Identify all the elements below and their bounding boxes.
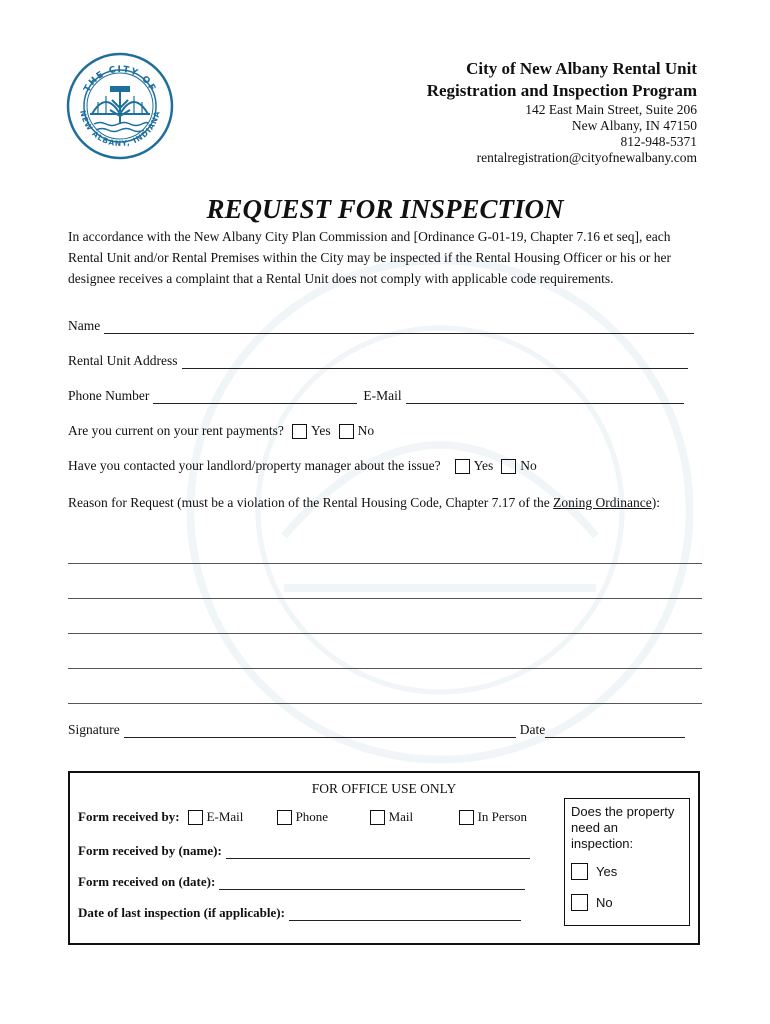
email-input-line[interactable] xyxy=(406,389,684,404)
received-by-label: Form received by: xyxy=(78,809,180,824)
header-block xyxy=(427,58,697,166)
rent-yes-label: Yes xyxy=(310,423,331,438)
inspection-needed-box xyxy=(564,798,690,926)
received-name-row xyxy=(78,843,530,859)
date-label: Date xyxy=(519,722,546,737)
landlord-yes-checkbox[interactable] xyxy=(455,459,470,474)
phone-email-row xyxy=(68,388,684,404)
inspection-no-option xyxy=(571,894,613,911)
received-date-row xyxy=(78,874,525,890)
received-email-label: E-Mail xyxy=(206,809,244,824)
address-input-line[interactable] xyxy=(182,354,688,369)
zoning-ordinance-link[interactable]: Zoning Ordinance xyxy=(553,495,652,510)
received-phone-checkbox[interactable] xyxy=(277,810,292,825)
name-row xyxy=(68,318,694,334)
address-line1: 142 East Main Street, Suite 206 xyxy=(525,102,697,117)
inspection-no-checkbox[interactable] xyxy=(571,894,588,911)
email-label: E-Mail xyxy=(363,388,402,403)
reason-line-2[interactable] xyxy=(68,598,702,599)
rent-yes-checkbox[interactable] xyxy=(292,424,307,439)
inspection-needed-question: Does the property need an inspection: xyxy=(571,804,675,851)
seal-top-text: THE CITY OF xyxy=(82,64,158,94)
reason-label xyxy=(68,493,708,513)
landlord-question-row xyxy=(68,458,537,474)
reason-line-3[interactable] xyxy=(68,633,702,634)
inspection-no-label: No xyxy=(596,894,613,910)
last-inspection-line[interactable] xyxy=(289,906,521,921)
landlord-yes-label: Yes xyxy=(473,458,494,473)
reason-prefix: Reason for Request (must be a violation of the Rental Housing Code, Chapter 7.17 of the xyxy=(68,495,554,510)
received-date-line[interactable] xyxy=(219,875,525,890)
rent-no-label: No xyxy=(357,423,375,438)
org-name-line1: City of New Albany Rental Unit xyxy=(466,59,697,78)
rent-no-checkbox[interactable] xyxy=(339,424,354,439)
inspection-yes-label: Yes xyxy=(596,863,618,879)
address-line2: New Albany, IN 47150 xyxy=(571,118,697,133)
name-label: Name xyxy=(68,318,101,333)
phone-input-line[interactable] xyxy=(153,389,357,404)
address-label: Rental Unit Address xyxy=(68,353,178,368)
date-input-line[interactable] xyxy=(545,723,685,738)
received-name-line[interactable] xyxy=(226,844,530,859)
intro-paragraph: In accordance with the New Albany City Plan Commission and [Ordinance G-01-19, Chapter 7.16 et seq], each Rental Unit and/or Rental Premises within the City may be inspected if the Rental Housing Officer or his or her designee receives a complaint that a Rental Unit does not comply with applicable code requirements. xyxy=(68,229,671,286)
received-phone-label: Phone xyxy=(295,809,329,824)
signature-label: Signature xyxy=(68,722,120,737)
inspection-yes-checkbox[interactable] xyxy=(571,863,588,880)
received-by-row xyxy=(78,809,527,825)
last-inspection-label: Date of last inspection (if applicable): xyxy=(78,905,285,920)
received-email-checkbox[interactable] xyxy=(188,810,203,825)
last-inspection-row xyxy=(78,905,521,921)
signature-input-line[interactable] xyxy=(124,723,516,738)
received-in-person-label: In Person xyxy=(477,809,528,824)
reason-line-4[interactable] xyxy=(68,668,702,669)
office-use-box xyxy=(68,771,700,945)
phone-label: Phone Number xyxy=(68,388,150,403)
signature-row xyxy=(68,722,685,738)
reason-suffix: ): xyxy=(651,495,660,510)
city-seal-logo xyxy=(66,52,174,160)
reason-line-1[interactable] xyxy=(68,563,702,564)
rent-question-label: Are you current on your rent payments? xyxy=(68,423,284,438)
received-date-label: Form received on (date): xyxy=(78,874,216,889)
received-mail-label: Mail xyxy=(388,809,414,824)
inspection-yes-option xyxy=(571,863,617,880)
address-row xyxy=(68,353,688,369)
landlord-no-label: No xyxy=(520,458,537,473)
office-use-title: FOR OFFICE USE ONLY xyxy=(311,781,457,796)
page-title: REQUEST FOR INSPECTION xyxy=(206,194,564,224)
landlord-no-checkbox[interactable] xyxy=(501,459,516,474)
received-mail-checkbox[interactable] xyxy=(370,810,385,825)
reason-line-5[interactable] xyxy=(68,703,702,704)
rent-question-row xyxy=(68,423,374,439)
received-in-person-checkbox[interactable] xyxy=(459,810,474,825)
landlord-question-label: Have you contacted your landlord/property manager about the issue? xyxy=(68,458,441,473)
name-input-line[interactable] xyxy=(104,319,694,334)
seal-bottom-text: NEW ALBANY, INDIANA xyxy=(78,109,162,149)
received-name-label: Form received by (name): xyxy=(78,843,222,858)
contact-email[interactable]: rentalregistration@cityofnewalbany.com xyxy=(476,150,697,165)
org-name-line2: Registration and Inspection Program xyxy=(426,81,697,100)
phone-number: 812-948-5371 xyxy=(620,134,697,149)
